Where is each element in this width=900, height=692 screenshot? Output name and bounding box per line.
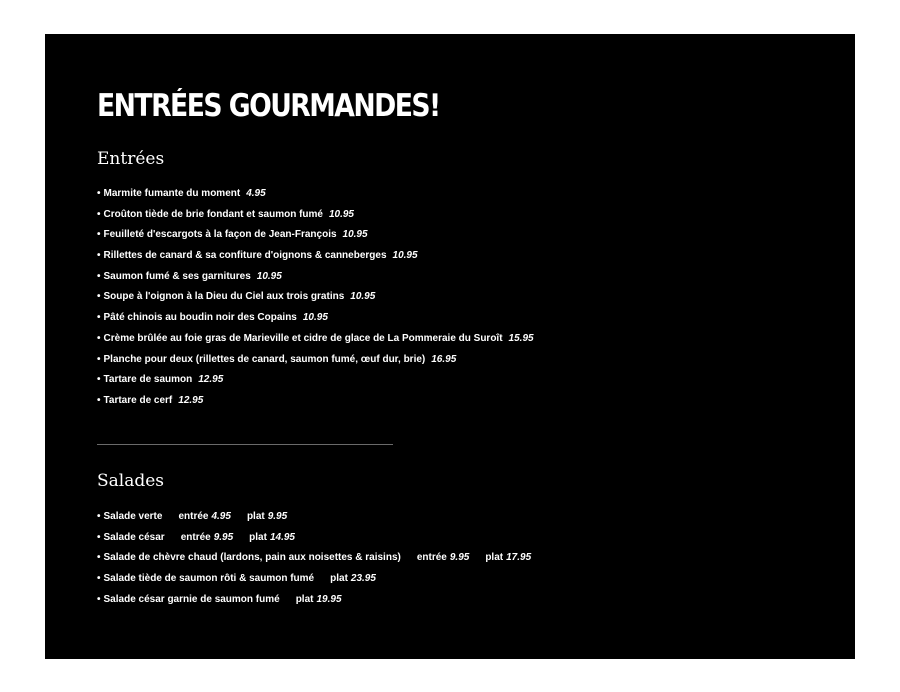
- bullet: •: [97, 312, 101, 324]
- menu-item: [97, 270, 534, 291]
- plat-label: plat: [249, 531, 267, 543]
- bullet: •: [97, 573, 101, 585]
- item-name: Salade césar garnie de saumon fumé: [103, 593, 280, 605]
- bullet: •: [97, 531, 101, 543]
- entree-option: [178, 511, 230, 522]
- item-name: Salade césar: [103, 531, 165, 543]
- menu-panel: [45, 34, 855, 659]
- entree-price: 4.95: [211, 511, 231, 522]
- plat-label: plat: [330, 573, 348, 585]
- plat-price: 17.95: [506, 552, 532, 564]
- entree-label: entrée: [180, 531, 211, 543]
- item-name: Rillettes de canard & sa confiture d'oignons & canneberges: [103, 250, 387, 262]
- item-price: 16.95: [431, 353, 457, 365]
- salades-heading: Salades: [97, 471, 165, 491]
- plat-label: plat: [295, 593, 314, 605]
- bullet: •: [97, 229, 101, 241]
- item-name: Tartare de saumon: [103, 374, 193, 386]
- menu-item: [97, 311, 534, 332]
- salades-list: [97, 510, 531, 613]
- item-price: 12.95: [178, 394, 204, 406]
- menu-item: [97, 551, 531, 572]
- item-name: Pâté chinois au boudin noir des Copains: [103, 312, 297, 324]
- entree-label: entrée: [178, 511, 209, 522]
- entrees-heading: Entrées: [97, 149, 165, 169]
- bullet: •: [97, 353, 101, 365]
- menu-item: [97, 353, 534, 374]
- entree-option: [181, 532, 233, 543]
- bullet: •: [97, 291, 101, 303]
- bullet: •: [97, 332, 101, 344]
- plat-price: 19.95: [316, 593, 342, 605]
- menu-item: [97, 290, 534, 311]
- menu-item: [97, 394, 534, 415]
- item-name: Marmite fumante du moment: [103, 188, 241, 199]
- menu-item: [97, 228, 534, 249]
- menu-item: [97, 187, 534, 208]
- item-name: Feuilleté d'escargots à la façon de Jean-François: [103, 229, 337, 241]
- item-price: 10.95: [342, 229, 368, 241]
- plat-option: [296, 594, 342, 605]
- plat-option: [249, 532, 295, 543]
- item-price: 10.95: [302, 312, 328, 324]
- menu-item: [97, 208, 534, 229]
- section-divider: [97, 444, 393, 445]
- bullet: •: [97, 188, 101, 199]
- item-name: Soupe à l'oignon à la Dieu du Ciel aux trois gratins: [103, 291, 345, 303]
- bullet: •: [97, 394, 101, 406]
- bullet: •: [97, 593, 101, 605]
- menu-item: [97, 572, 531, 593]
- bullet: •: [97, 374, 101, 386]
- plat-price: 23.95: [350, 573, 376, 585]
- item-name: Planche pour deux (rillettes de canard, saumon fumé, œuf dur, brie): [103, 353, 426, 365]
- menu-item: [97, 373, 534, 394]
- entree-option: [417, 552, 469, 563]
- plat-option: [330, 573, 376, 584]
- item-name: Salade de chèvre chaud (lardons, pain aux noisettes & raisins): [103, 552, 401, 564]
- page-title: ENTRÉES GOURMANDES!: [97, 88, 440, 124]
- menu-item: [97, 249, 534, 270]
- item-price: 10.95: [256, 270, 282, 282]
- item-price: 10.95: [392, 250, 418, 262]
- entree-label: entrée: [416, 552, 447, 564]
- menu-item: [97, 593, 531, 614]
- item-price: 10.95: [328, 208, 354, 220]
- menu-item: [97, 332, 534, 353]
- item-price: 15.95: [508, 332, 534, 344]
- bullet: •: [97, 270, 101, 282]
- bullet: •: [97, 208, 101, 220]
- bullet: •: [97, 511, 101, 522]
- bullet: •: [97, 250, 101, 262]
- item-name: Saumon fumé & ses garnitures: [103, 270, 251, 282]
- entree-price: 9.95: [213, 531, 234, 543]
- item-name: Salade tiède de saumon rôti & saumon fumé: [103, 573, 315, 585]
- item-price: 4.95: [246, 188, 266, 199]
- item-name: Tartare de cerf: [103, 394, 173, 406]
- menu-item: [97, 510, 531, 531]
- bullet: •: [97, 552, 101, 564]
- entree-price: 9.95: [449, 552, 470, 564]
- menu-item: [97, 531, 531, 552]
- entrees-list: [97, 187, 534, 415]
- plat-option: [247, 511, 287, 522]
- item-price: 12.95: [198, 374, 224, 386]
- plat-label: plat: [246, 511, 265, 522]
- item-price: 10.95: [350, 291, 376, 303]
- plat-price: 9.95: [267, 511, 288, 522]
- item-name: Croûton tiède de brie fondant et saumon fumé: [103, 208, 323, 220]
- plat-price: 14.95: [269, 531, 295, 543]
- plat-label: plat: [485, 552, 504, 564]
- item-name: Salade verte: [103, 511, 163, 522]
- item-name: Crème brûlée au foie gras de Marieville et cidre de glace de La Pommeraie du Suroît: [103, 332, 503, 344]
- plat-option: [485, 552, 531, 563]
